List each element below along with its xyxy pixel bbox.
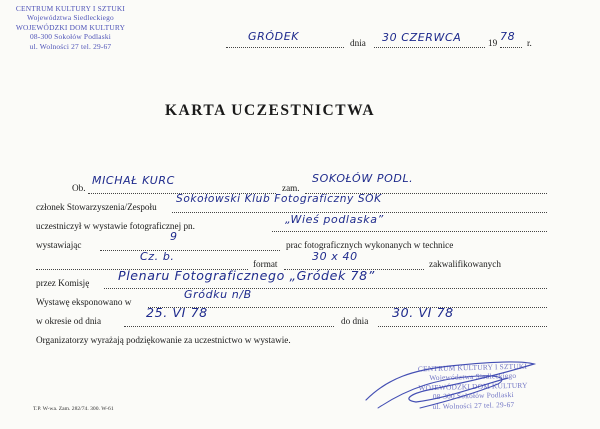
committee-rule xyxy=(104,288,547,289)
stamp-line: WOJEWÓDZKI DOM KULTURY xyxy=(15,22,126,32)
format-label: format xyxy=(253,259,278,269)
stamp-line: Województwa Siedleckiego xyxy=(27,13,114,23)
count-rule xyxy=(100,250,280,251)
member-label: członek Stowarzyszenia/Zespołu xyxy=(36,202,157,212)
dnia-label: dnia xyxy=(350,38,366,48)
committee-handwritten: Plenaru Fotograficznego „Gródek 78” xyxy=(118,268,375,283)
year-suffix: r. xyxy=(527,38,532,48)
location-handwritten: Gródku n/B xyxy=(184,288,252,301)
date-handwritten: 30 CZERWCA xyxy=(382,31,462,44)
date-rule xyxy=(374,47,485,48)
date-to-handwritten: 30. VI 78 xyxy=(392,305,454,320)
thanks-text: Organizatorzy wyrażają podziękowanie za uczestnictwo w wystawie. xyxy=(36,335,291,345)
date-to-rule xyxy=(378,326,547,327)
location-rule xyxy=(148,307,547,308)
year-rule xyxy=(500,47,522,48)
stamp-line: 08-300 Sokołów Podlaski xyxy=(432,390,514,402)
document-title: KARTA UCZESTNICTWA xyxy=(165,102,376,119)
stamp-line: CENTRUM KULTURY I SZTUKI xyxy=(15,4,126,13)
participated-label: uczestniczył w wystawie fotograficznej pn. xyxy=(36,221,195,231)
qualified-label: zakwalifikowanych xyxy=(429,259,501,269)
exhibition-rule xyxy=(272,231,547,232)
year-handwritten: 78 xyxy=(500,30,516,43)
date-to-label: do dnia xyxy=(341,316,369,326)
institution-stamp-bottom xyxy=(397,361,548,412)
name-handwritten: MICHAŁ KURC xyxy=(92,174,175,187)
institution-stamp xyxy=(3,4,138,51)
period-label: w okresie od dnia xyxy=(36,316,102,326)
date-from-handwritten: 25. VI 78 xyxy=(146,305,208,320)
committee-label: przez Komisję xyxy=(36,278,90,288)
address-handwritten: SOKOŁÓW PODL. xyxy=(312,172,414,185)
stamp-line: Województwa Siedleckiego xyxy=(429,371,517,383)
place-handwritten: GRÓDEK xyxy=(248,30,300,43)
ob-label: Ob. xyxy=(72,183,86,193)
exhibiting-label: wystawiając xyxy=(36,240,82,250)
exhibited-label: Wystawę eksponowano w xyxy=(36,297,132,307)
zam-label: zam. xyxy=(282,183,300,193)
format-handwritten: 30 x 40 xyxy=(312,250,358,263)
stamp-line: ul. Wolności 27 tel. 29-67 xyxy=(432,399,515,411)
stamp-line: ul. Wolności 27 tel. 29-67 xyxy=(29,41,112,51)
stamp-line: 08-300 Sokołów Podlaski xyxy=(30,32,111,42)
date-from-rule xyxy=(124,326,334,327)
club-handwritten: Sokołowski Klub Fotograficzny SOK xyxy=(176,193,382,205)
stamp-line: WOJEWÓDZKI DOM KULTURY xyxy=(418,380,528,393)
stamp-line: CENTRUM KULTURY I SZTUKI xyxy=(417,361,528,374)
count-handwritten: 9 xyxy=(170,230,178,243)
place-rule xyxy=(226,47,344,48)
printer-mark: T.P. W-wa. Zam. 282/74. 300. W-61 xyxy=(33,406,114,412)
year-prefix: 19 xyxy=(488,38,498,48)
works-label: prac fotograficznych wykonanych w technice xyxy=(286,240,454,250)
technique-handwritten: Cz. b. xyxy=(140,250,175,263)
exhibition-handwritten: „Wieś podlaska” xyxy=(285,213,384,226)
